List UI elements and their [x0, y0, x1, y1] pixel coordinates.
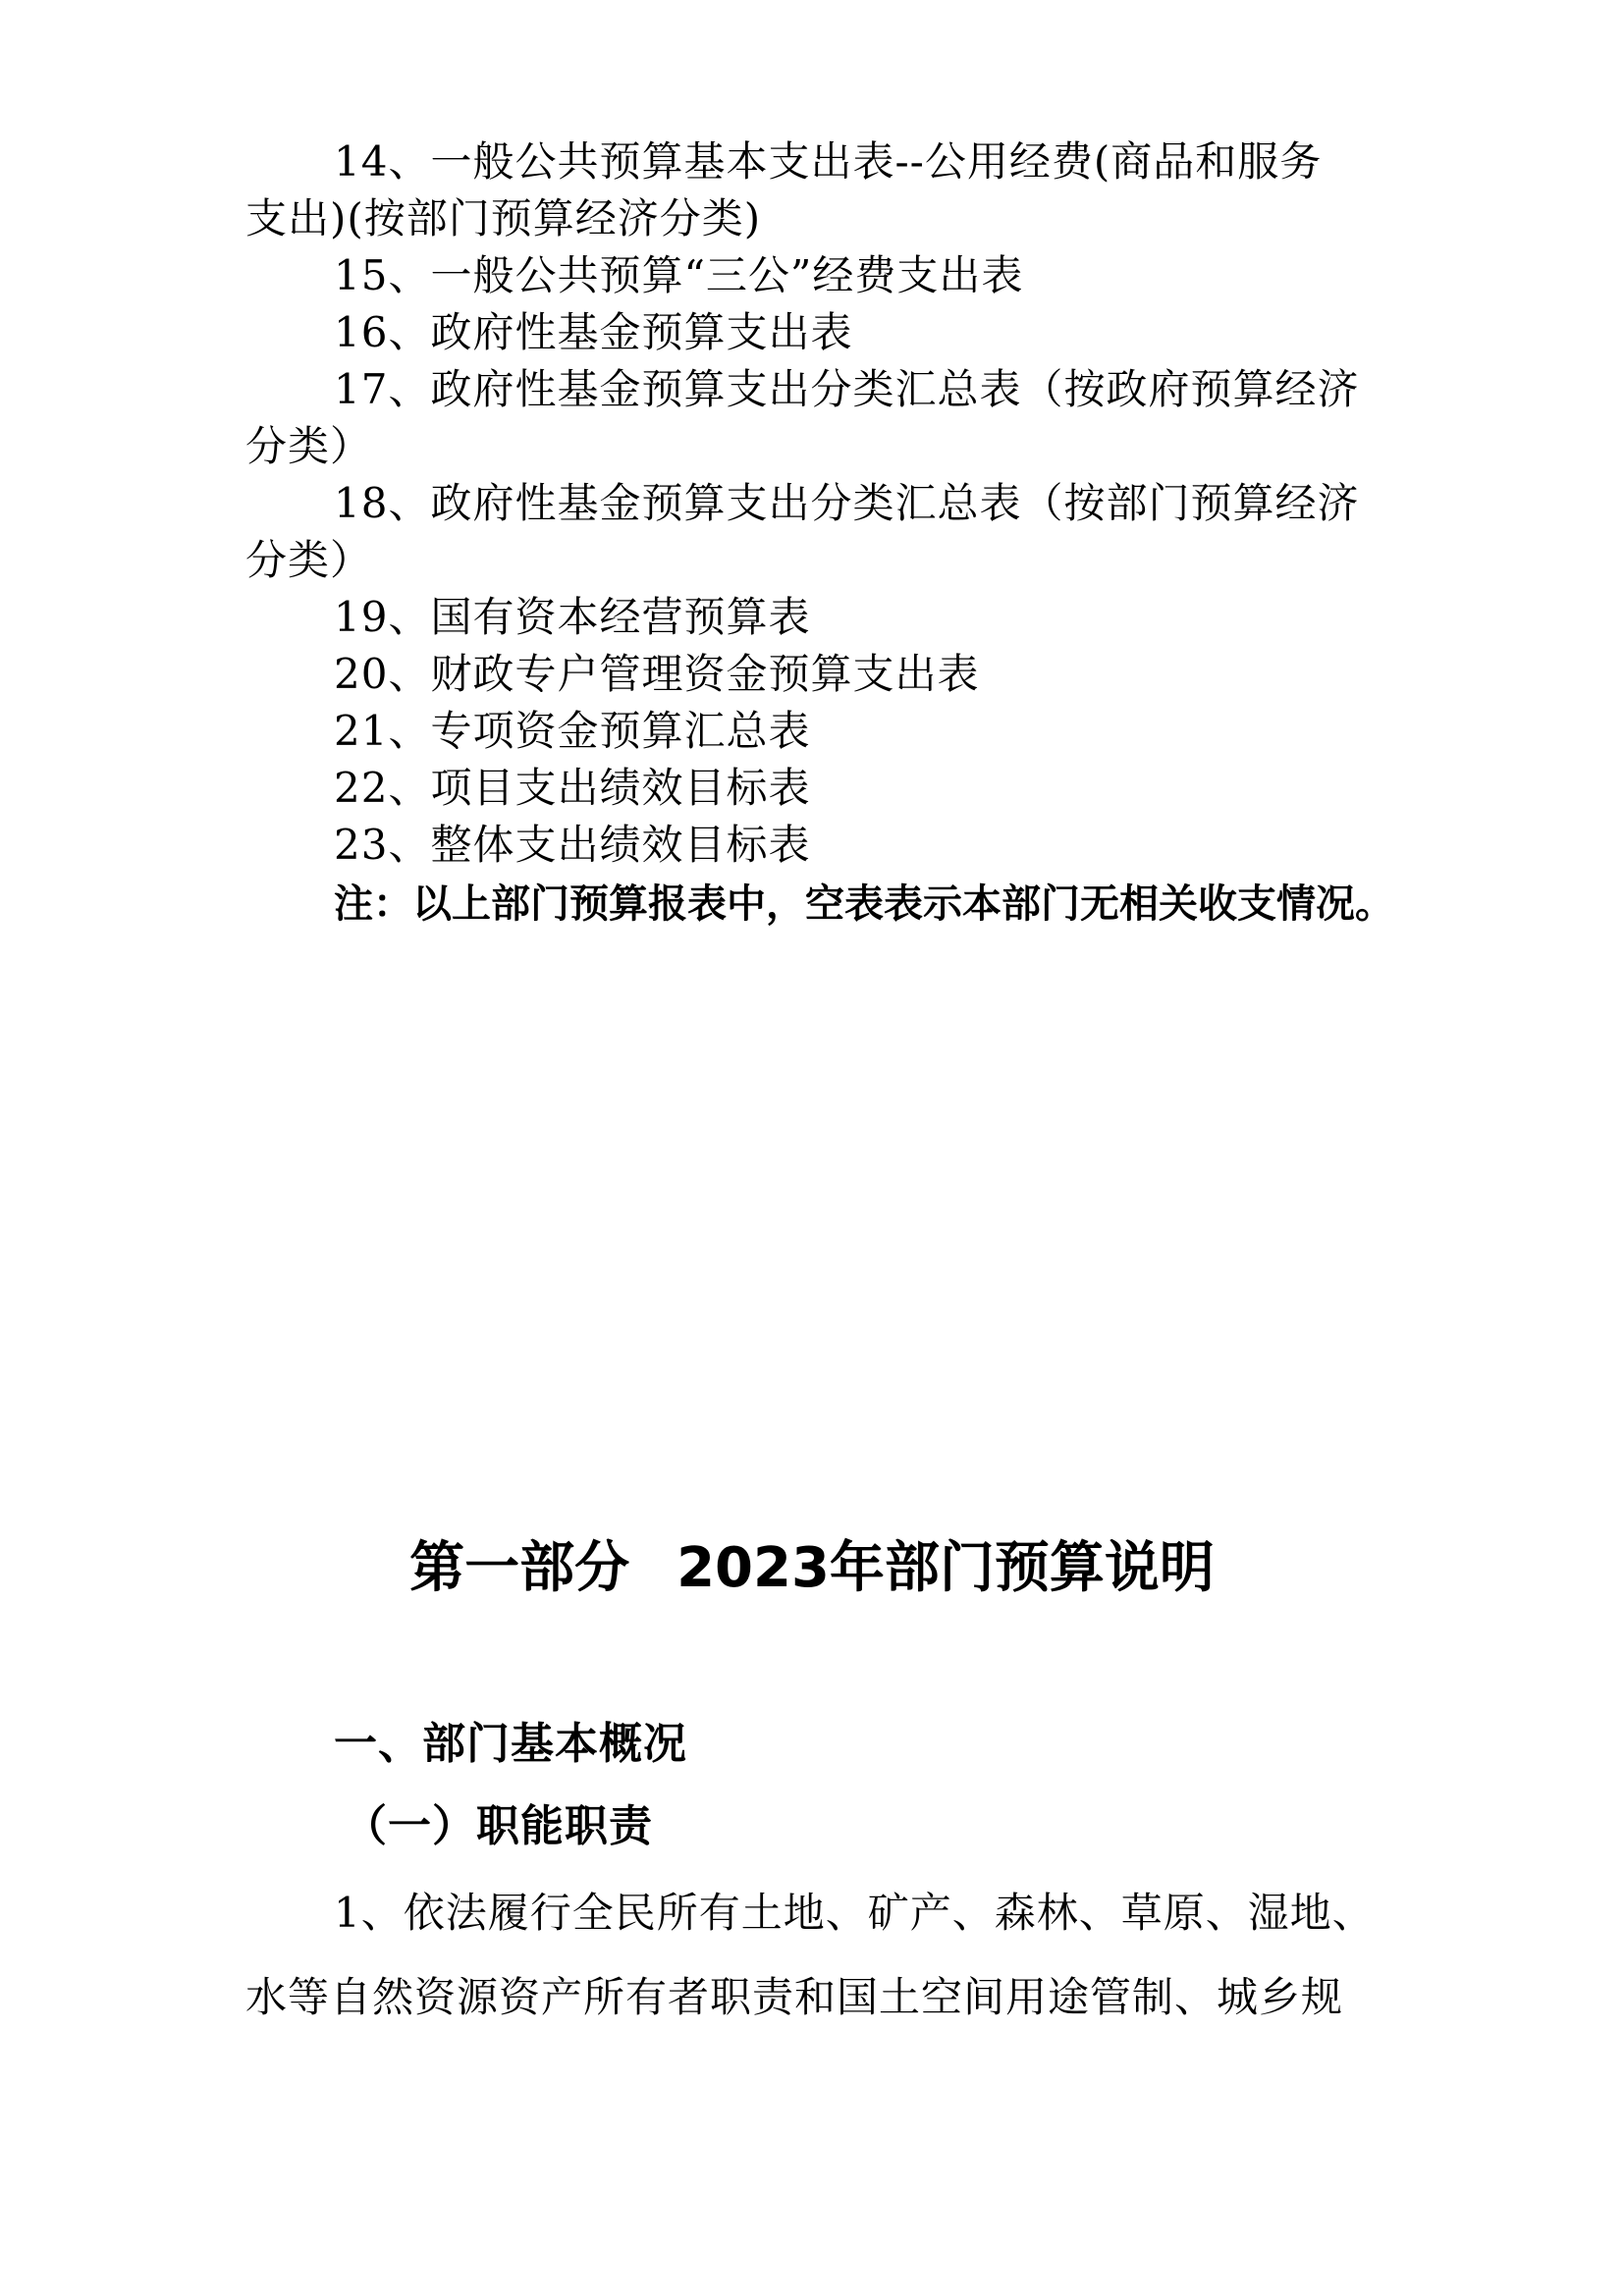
subsection-heading: （一）职能职责: [344, 1801, 653, 1851]
list-item-18-line-1: 18、政府性基金预算支出分类汇总表（按部门预算经济: [334, 479, 1360, 527]
list-item-19: 19、国有资本经营预算表: [334, 593, 811, 641]
list-item-14-line-2: 支出)(按部门预算经济分类): [245, 194, 762, 242]
list-item-17-line-1: 17、政府性基金预算支出分类汇总表（按政府预算经济: [334, 365, 1360, 413]
list-item-20: 20、财政专户管理资金预算支出表: [334, 650, 980, 698]
list-item-14-line-1: 14、一般公共预算基本支出表--公用经费(商品和服务: [334, 137, 1323, 186]
part-title-part: 第一部分: [409, 1536, 630, 1600]
paragraph-line-1: 1、依法履行全民所有土地、矿产、森林、草原、湿地、: [334, 1889, 1375, 1937]
list-item-16: 16、政府性基金预算支出表: [334, 308, 853, 356]
list-item-22: 22、项目支出绩效目标表: [334, 764, 811, 812]
list-item-17-line-2: 分类）: [245, 422, 373, 470]
list-item-18-line-2: 分类）: [245, 536, 373, 584]
paragraph-line-2: 水等自然资源资产所有者职责和国土空间用途管制、城乡规: [245, 1973, 1344, 2021]
section-heading: 一、部门基本概况: [334, 1719, 687, 1769]
list-item-23: 23、整体支出绩效目标表: [334, 821, 811, 869]
list-item-15: 15、一般公共预算“三公”经费支出表: [334, 251, 1024, 299]
list-item-21: 21、专项资金预算汇总表: [334, 707, 811, 755]
part-title-text: 2023年部门预算说明: [677, 1536, 1215, 1600]
table-note: 注：以上部门预算报表中，空表表示本部门无相关收支情况。: [334, 881, 1394, 927]
part-title: [0, 1531, 1624, 1606]
